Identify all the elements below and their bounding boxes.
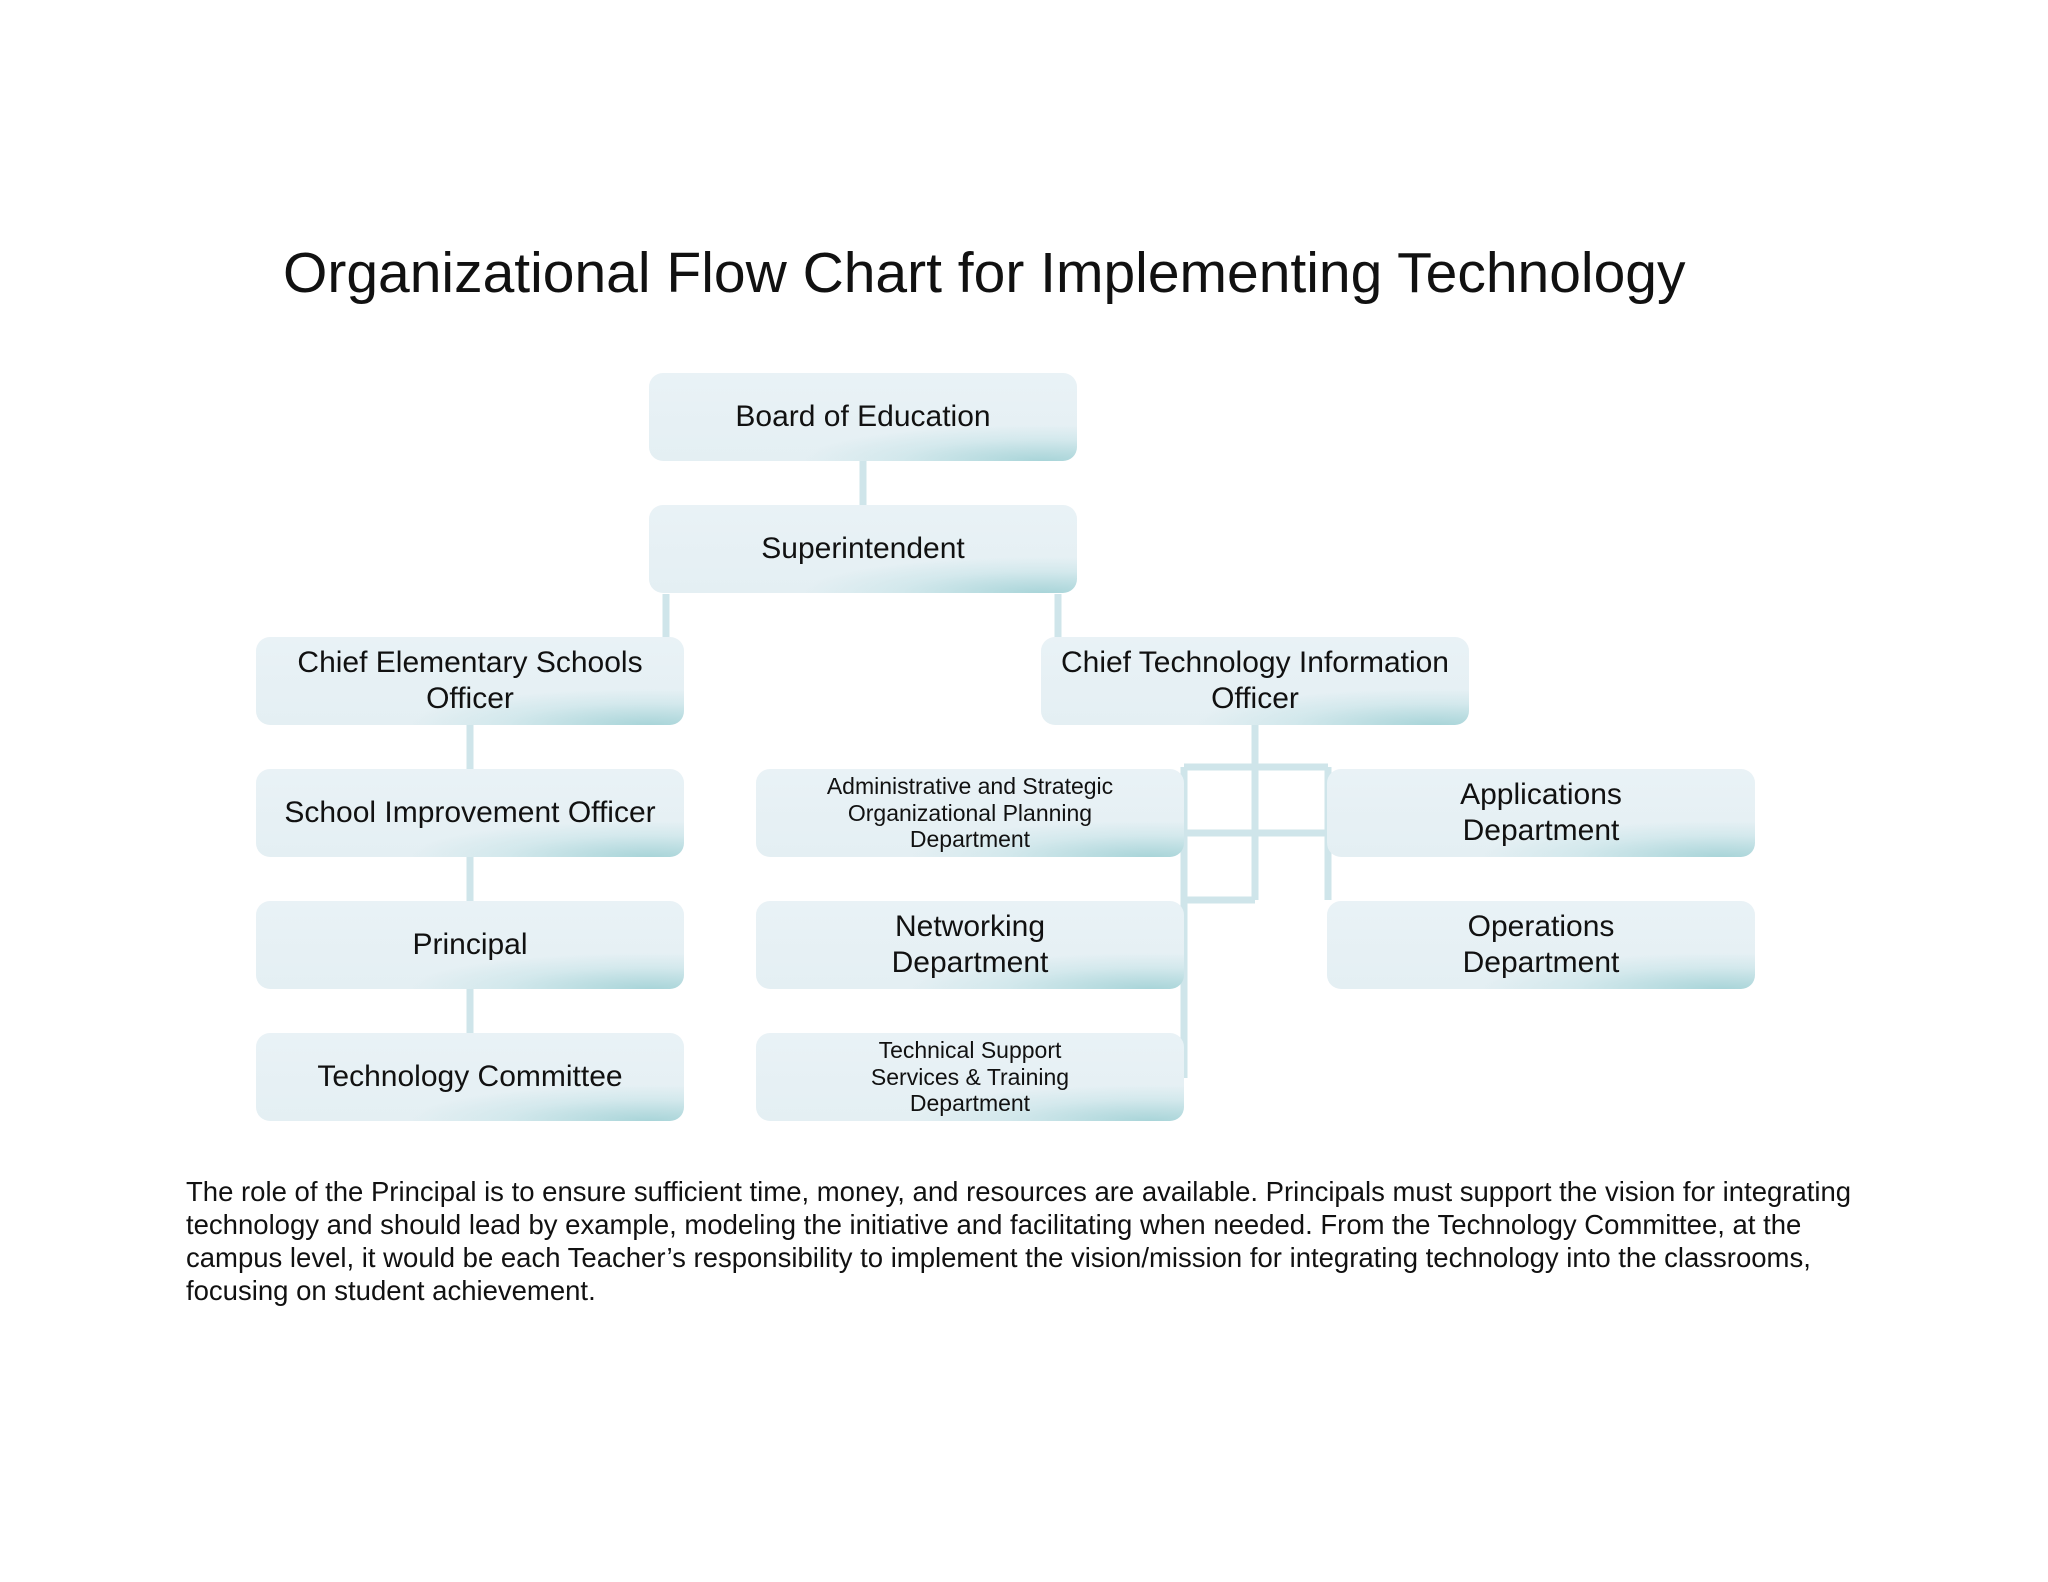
operations-department-box: Operations Department (1327, 901, 1755, 989)
superintendent-box: Superintendent (649, 505, 1077, 593)
page-title: Organizational Flow Chart for Implementing Technology (283, 241, 1686, 305)
principal-box: Principal (256, 901, 684, 989)
chief-technology-information-officer-box: Chief Technology Information Officer (1041, 637, 1469, 725)
technical-support-services-training-department-box: Technical Support Services & Training Department (756, 1033, 1184, 1121)
board-of-education-box: Board of Education (649, 373, 1077, 461)
chief-elementary-schools-officer-box: Chief Elementary Schools Officer (256, 637, 684, 725)
applications-department-box: Applications Department (1327, 769, 1755, 857)
networking-department-box: Networking Department (756, 901, 1184, 989)
technology-committee-box: Technology Committee (256, 1033, 684, 1121)
principal-role-description: The role of the Principal is to ensure sufficient time, money, and resources are available. Principals must support the vision for integrating technology and should lead by example, modeling the initiative and facilitating when needed. From the Technology Committee, at the campus level, it would be each Teacher’s responsibility to implement the vision/mission for integrating technology into the classrooms, focusing on student achievement. (186, 1176, 1852, 1306)
school-improvement-officer-box: School Improvement Officer (256, 769, 684, 857)
administrative-strategic-planning-department-box: Administrative and Strategic Organizational Planning Department (756, 769, 1184, 857)
